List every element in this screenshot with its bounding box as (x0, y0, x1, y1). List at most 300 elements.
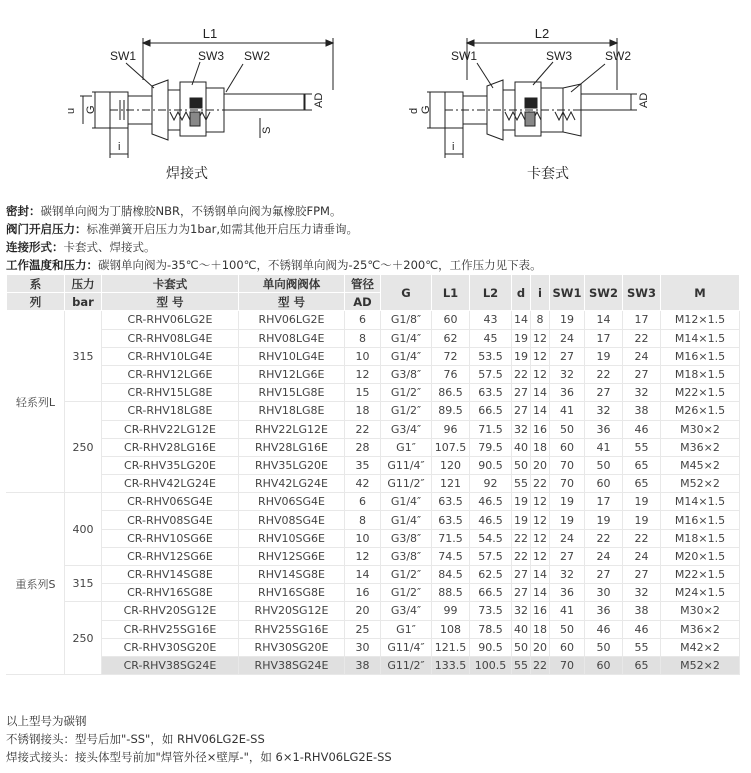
table-cell: 12 (531, 329, 550, 347)
table-row (7, 602, 740, 620)
table-cell: 16 (345, 584, 381, 602)
table-cell: RHV25SG16E (239, 620, 345, 638)
table-cell: CR-RHV10LG4E (102, 347, 239, 365)
table-cell: 22 (623, 529, 661, 547)
table-cell: CR-RHV28LG16E (102, 438, 239, 456)
pressure-cell: 250 (65, 602, 102, 675)
table-cell: 24 (623, 347, 661, 365)
table-cell: 46.5 (470, 493, 512, 511)
table-cell: 27 (550, 347, 585, 365)
table-cell: CR-RHV08LG4E (102, 329, 239, 347)
table-cell: 70 (550, 475, 585, 493)
table-cell: G1/2″ (381, 566, 432, 584)
table-cell: M18×1.5 (661, 529, 740, 547)
table-cell: 19 (623, 493, 661, 511)
table-cell: CR-RHV18LG8E (102, 402, 239, 420)
table-cell: 100.5 (470, 656, 512, 674)
table-cell: 22 (531, 656, 550, 674)
table-cell: 70 (550, 456, 585, 474)
header-valve-model: 型 号 (239, 293, 345, 311)
table-cell: G1/4″ (381, 493, 432, 511)
table-cell: M12×1.5 (661, 311, 740, 329)
spec-table-body (7, 311, 740, 675)
table-cell: 38 (623, 402, 661, 420)
table-cell: RHV10SG6E (239, 529, 345, 547)
table-cell: 30 (345, 638, 381, 656)
table-cell: 19 (623, 511, 661, 529)
table-cell: CR-RHV15LG8E (102, 384, 239, 402)
series-cell: 轻系列L (7, 311, 65, 493)
table-cell: 121.5 (432, 638, 470, 656)
table-cell: 54.5 (470, 529, 512, 547)
table-cell: G1/4″ (381, 511, 432, 529)
table-cell: 12 (531, 365, 550, 383)
table-cell: M20×1.5 (661, 547, 740, 565)
table-cell: 71.5 (432, 529, 470, 547)
table-cell: G11/2″ (381, 656, 432, 674)
header-sw2: SW2 (585, 275, 623, 311)
note-connection: 连接形式：卡套式、焊接式。 (6, 240, 156, 254)
table-cell: 84.5 (432, 566, 470, 584)
table-cell: RHV28LG16E (239, 438, 345, 456)
table-cell: RHV06SG4E (239, 493, 345, 511)
table-cell: 32 (623, 584, 661, 602)
note-opening-pressure: 阀门开启压力：标准弹簧开启压力为1bar,如需其他开启压力请垂询。 (6, 222, 359, 236)
table-cell: 12 (345, 365, 381, 383)
table-cell: 63.5 (432, 511, 470, 529)
table-cell: 50 (550, 420, 585, 438)
table-cell: G3/4″ (381, 420, 432, 438)
header-series: 系 (7, 275, 65, 293)
table-cell: 22 (512, 547, 531, 565)
table-cell: M26×1.5 (661, 402, 740, 420)
table-cell: 22 (623, 329, 661, 347)
table-cell: 99 (432, 602, 470, 620)
table-row (7, 420, 740, 438)
table-cell: 36 (585, 420, 623, 438)
table-cell: 18 (531, 620, 550, 638)
table-row (7, 384, 740, 402)
header-sleeve: 卡套式 (102, 275, 239, 293)
table-cell: RHV20SG12E (239, 602, 345, 620)
table-cell: 16 (531, 602, 550, 620)
table-cell: 27 (585, 566, 623, 584)
table-cell: 70 (550, 656, 585, 674)
header-g: G (381, 275, 432, 311)
sw3-label: SW3 (546, 49, 573, 63)
table-cell: 27 (623, 566, 661, 584)
table-cell: 60 (550, 438, 585, 456)
table-cell: 86.5 (432, 384, 470, 402)
table-cell: RHV06LG2E (239, 311, 345, 329)
table-cell: M16×1.5 (661, 511, 740, 529)
table-cell: 8 (345, 511, 381, 529)
table-cell: 40 (512, 620, 531, 638)
table-cell: G3/8″ (381, 547, 432, 565)
footer-line-carbon: 以上型号为碳钢 (6, 714, 87, 728)
table-cell: 62 (432, 329, 470, 347)
table-cell: CR-RHV16SG8E (102, 584, 239, 602)
table-cell: 43 (470, 311, 512, 329)
table-cell: M16×1.5 (661, 347, 740, 365)
table-cell: 32 (512, 602, 531, 620)
table-cell: 14 (531, 566, 550, 584)
table-cell: 27 (585, 384, 623, 402)
table-cell: 30 (585, 584, 623, 602)
table-cell: 60 (585, 656, 623, 674)
spec-notes (6, 202, 746, 274)
table-cell: G1/2″ (381, 402, 432, 420)
table-cell: RHV42LG24E (239, 475, 345, 493)
pressure-cell: 315 (65, 566, 102, 602)
table-cell: 22 (585, 365, 623, 383)
table-cell: 66.5 (470, 402, 512, 420)
table-cell: 12 (531, 347, 550, 365)
pressure-cell: 400 (65, 493, 102, 566)
table-cell: 17 (585, 329, 623, 347)
table-row (7, 365, 740, 383)
l1-label: L1 (202, 26, 218, 41)
table-cell: 108 (432, 620, 470, 638)
footer-line-stainless: 不锈钢接头：型号后加"-SS"，如 RHV06LG2E-SS (6, 732, 265, 746)
table-row (7, 475, 740, 493)
table-cell: 36 (585, 602, 623, 620)
table-cell: 12 (531, 493, 550, 511)
table-cell: RHV10LG4E (239, 347, 345, 365)
table-cell: G1/2″ (381, 384, 432, 402)
table-row (7, 547, 740, 565)
table-cell: 40 (512, 438, 531, 456)
welded-fitting-diagram (50, 0, 380, 190)
table-row (7, 347, 740, 365)
table-cell: G1/2″ (381, 584, 432, 602)
table-row (7, 656, 740, 674)
table-cell: 32 (623, 384, 661, 402)
table-cell: RHV35LG20E (239, 456, 345, 474)
table-cell: 55 (623, 438, 661, 456)
header-sw3: SW3 (623, 275, 661, 311)
sw2-label: SW2 (605, 49, 632, 63)
table-cell: 121 (432, 475, 470, 493)
table-cell: 24 (550, 529, 585, 547)
header-pressure: 压力 (65, 275, 102, 293)
table-cell: 19 (585, 347, 623, 365)
table-cell: 50 (585, 456, 623, 474)
ad-label: AD (638, 92, 650, 108)
table-cell: 57.5 (470, 365, 512, 383)
table-cell: RHV12LG6E (239, 365, 345, 383)
i-label: i (452, 141, 455, 153)
table-cell: 55 (623, 638, 661, 656)
i-label: i (118, 141, 121, 153)
table-cell: RHV15LG8E (239, 384, 345, 402)
table-cell: 53.5 (470, 347, 512, 365)
table-cell: M42×2 (661, 638, 740, 656)
table-cell: 12 (531, 529, 550, 547)
table-cell: 12 (345, 547, 381, 565)
table-cell: 46 (623, 620, 661, 638)
table-cell: 6 (345, 311, 381, 329)
table-cell: 46 (585, 620, 623, 638)
table-cell: M36×2 (661, 620, 740, 638)
table-cell: M22×1.5 (661, 566, 740, 584)
table-cell: 65 (623, 656, 661, 674)
table-row (7, 511, 740, 529)
table-cell: 19 (550, 493, 585, 511)
table-cell: 107.5 (432, 438, 470, 456)
table-cell: 50 (512, 456, 531, 474)
table-cell: 14 (345, 566, 381, 584)
sw1-label: SW1 (110, 49, 137, 63)
table-cell: 19 (512, 329, 531, 347)
table-cell: 20 (345, 602, 381, 620)
table-cell: CR-RHV08SG4E (102, 511, 239, 529)
table-cell: 63.5 (432, 493, 470, 511)
table-cell: 63.5 (470, 384, 512, 402)
table-cell: RHV30SG20E (239, 638, 345, 656)
table-cell: 65 (623, 456, 661, 474)
table-cell: RHV18LG8E (239, 402, 345, 420)
pressure-cell: 315 (65, 311, 102, 402)
table-cell: 60 (432, 311, 470, 329)
table-cell: RHV08SG4E (239, 511, 345, 529)
table-cell: 19 (512, 511, 531, 529)
header-d: d (512, 275, 531, 311)
table-cell: G11/4″ (381, 456, 432, 474)
table-cell: G1″ (381, 438, 432, 456)
sw3-label: SW3 (198, 49, 225, 63)
table-cell: 27 (512, 384, 531, 402)
header-i: i (531, 275, 550, 311)
table-cell: 46.5 (470, 511, 512, 529)
table-cell: CR-RHV06SG4E (102, 493, 239, 511)
table-cell: 32 (512, 420, 531, 438)
table-cell: 32 (550, 566, 585, 584)
table-cell: CR-RHV22LG12E (102, 420, 239, 438)
table-cell: 27 (512, 566, 531, 584)
table-cell: 96 (432, 420, 470, 438)
table-row (7, 529, 740, 547)
header-m: M (661, 275, 740, 311)
table-cell: M52×2 (661, 475, 740, 493)
table-cell: 120 (432, 456, 470, 474)
table-cell: 19 (585, 511, 623, 529)
table-cell: 8 (531, 311, 550, 329)
header-l2: L2 (470, 275, 512, 311)
table-cell: M18×1.5 (661, 365, 740, 383)
table-cell: 71.5 (470, 420, 512, 438)
sw2-label: SW2 (244, 49, 271, 63)
header-sleeve-model: 型 号 (102, 293, 239, 311)
table-cell: CR-RHV12LG6E (102, 365, 239, 383)
table-row (7, 620, 740, 638)
table-cell: 66.5 (470, 584, 512, 602)
table-cell: 22 (512, 365, 531, 383)
table-cell: 24 (623, 547, 661, 565)
series-cell: 重系列S (7, 493, 65, 675)
table-cell: 32 (550, 365, 585, 383)
table-cell: 15 (345, 384, 381, 402)
table-cell: G3/4″ (381, 602, 432, 620)
spec-table (6, 274, 740, 675)
table-row (7, 402, 740, 420)
table-cell: 50 (550, 620, 585, 638)
welded-caption: 焊接式 (166, 166, 208, 182)
note-seal: 密封：碳钢单向阀为丁腈橡胶NBR，不锈钢单向阀为氟橡胶FPM。 (6, 204, 342, 218)
ad-label: AD (313, 92, 325, 108)
table-cell: M14×1.5 (661, 493, 740, 511)
table-cell: RHV12SG6E (239, 547, 345, 565)
header-row-top (7, 275, 740, 293)
s-label: S (261, 126, 273, 134)
table-cell: CR-RHV12SG6E (102, 547, 239, 565)
g-label: G (420, 105, 432, 114)
table-cell: CR-RHV30SG20E (102, 638, 239, 656)
table-cell: 133.5 (432, 656, 470, 674)
table-cell: 20 (531, 456, 550, 474)
table-cell: 90.5 (470, 638, 512, 656)
header-l1: L1 (432, 275, 470, 311)
table-cell: 60 (550, 638, 585, 656)
table-cell: 17 (623, 311, 661, 329)
table-cell: 10 (345, 529, 381, 547)
table-cell: 57.5 (470, 547, 512, 565)
table-cell: 32 (585, 402, 623, 420)
table-cell: M24×1.5 (661, 584, 740, 602)
table-cell: 14 (531, 384, 550, 402)
table-cell: 17 (585, 493, 623, 511)
table-cell: CR-RHV10SG6E (102, 529, 239, 547)
table-cell: RHV08LG4E (239, 329, 345, 347)
table-cell: 18 (531, 438, 550, 456)
table-cell: 42 (345, 475, 381, 493)
table-row (7, 493, 740, 511)
table-cell: 8 (345, 329, 381, 347)
table-cell: 16 (531, 420, 550, 438)
table-cell: 76 (432, 365, 470, 383)
compression-caption: 卡套式 (527, 166, 569, 182)
table-cell: 14 (585, 311, 623, 329)
table-cell: 24 (550, 329, 585, 347)
table-cell: G3/8″ (381, 365, 432, 383)
table-cell: 46 (623, 420, 661, 438)
table-cell: M36×2 (661, 438, 740, 456)
table-cell: 65 (623, 475, 661, 493)
table-cell: 27 (623, 365, 661, 383)
table-cell: 60 (585, 475, 623, 493)
table-cell: 22 (531, 475, 550, 493)
table-cell: 50 (512, 638, 531, 656)
table-cell: 79.5 (470, 438, 512, 456)
table-cell: 24 (585, 547, 623, 565)
table-cell: 55 (512, 475, 531, 493)
table-row (7, 311, 740, 329)
header-valve: 单向阀阀体 (239, 275, 345, 293)
footer-line-welded: 焊接式接头：接头体型号前加"焊管外径×壁厚-"，如 6×1-RHV06LG2E-SS (6, 750, 392, 764)
table-cell: G3/8″ (381, 529, 432, 547)
table-cell: RHV22LG12E (239, 420, 345, 438)
table-cell: 78.5 (470, 620, 512, 638)
table-cell: CR-RHV35LG20E (102, 456, 239, 474)
table-cell: 22 (585, 529, 623, 547)
table-cell: 38 (345, 656, 381, 674)
table-cell: 72 (432, 347, 470, 365)
table-cell: 38 (623, 602, 661, 620)
table-cell: G1/8″ (381, 311, 432, 329)
table-cell: CR-RHV25SG16E (102, 620, 239, 638)
table-cell: 28 (345, 438, 381, 456)
d-label: d (408, 107, 420, 114)
table-cell: 22 (345, 420, 381, 438)
footer-notes (6, 712, 392, 766)
table-cell: 62.5 (470, 566, 512, 584)
table-cell: 41 (550, 602, 585, 620)
header-series-2: 列 (7, 293, 65, 311)
table-cell: G11/2″ (381, 475, 432, 493)
header-ad-unit: AD (345, 293, 381, 311)
table-cell: M22×1.5 (661, 384, 740, 402)
table-cell: G1/4″ (381, 347, 432, 365)
table-row (7, 438, 740, 456)
table-cell: RHV16SG8E (239, 584, 345, 602)
table-cell: RHV38SG24E (239, 656, 345, 674)
table-cell: 36 (550, 384, 585, 402)
table-cell: G11/4″ (381, 638, 432, 656)
table-cell: 92 (470, 475, 512, 493)
table-cell: M14×1.5 (661, 329, 740, 347)
table-cell: 10 (345, 347, 381, 365)
table-cell: CR-RHV38SG24E (102, 656, 239, 674)
table-row (7, 638, 740, 656)
table-cell: 19 (550, 511, 585, 529)
table-row (7, 584, 740, 602)
table-cell: 41 (550, 402, 585, 420)
table-cell: 14 (512, 311, 531, 329)
table-cell: 14 (531, 584, 550, 602)
table-cell: 90.5 (470, 456, 512, 474)
welded-fitting-drawing (50, 0, 380, 190)
table-cell: M30×2 (661, 420, 740, 438)
table-row (7, 456, 740, 474)
note-temperature: 工作温度和压力：碳钢单向阀为-35℃～＋100℃，不锈钢单向阀为-25℃～＋200℃，工作压力见下表。 (6, 258, 542, 272)
table-cell: G1/4″ (381, 329, 432, 347)
table-cell: 27 (512, 584, 531, 602)
compression-fitting-drawing (405, 0, 735, 190)
table-cell: M45×2 (661, 456, 740, 474)
table-cell: 35 (345, 456, 381, 474)
table-cell: 22 (512, 529, 531, 547)
table-cell: CR-RHV06LG2E (102, 311, 239, 329)
compression-fitting-diagram (405, 0, 735, 190)
table-cell: 18 (345, 402, 381, 420)
table-cell: 14 (531, 402, 550, 420)
table-cell: M52×2 (661, 656, 740, 674)
header-ad: 管径 (345, 275, 381, 293)
table-cell: 27 (512, 402, 531, 420)
table-cell: CR-RHV20SG12E (102, 602, 239, 620)
table-cell: 12 (531, 547, 550, 565)
header-sw1: SW1 (550, 275, 585, 311)
table-row (7, 329, 740, 347)
table-cell: 88.5 (432, 584, 470, 602)
table-cell: 50 (585, 638, 623, 656)
table-cell: M30×2 (661, 602, 740, 620)
table-cell: 19 (512, 347, 531, 365)
table-cell: 41 (585, 438, 623, 456)
table-cell: 36 (550, 584, 585, 602)
u-label: u (65, 107, 77, 114)
table-cell: 27 (550, 547, 585, 565)
